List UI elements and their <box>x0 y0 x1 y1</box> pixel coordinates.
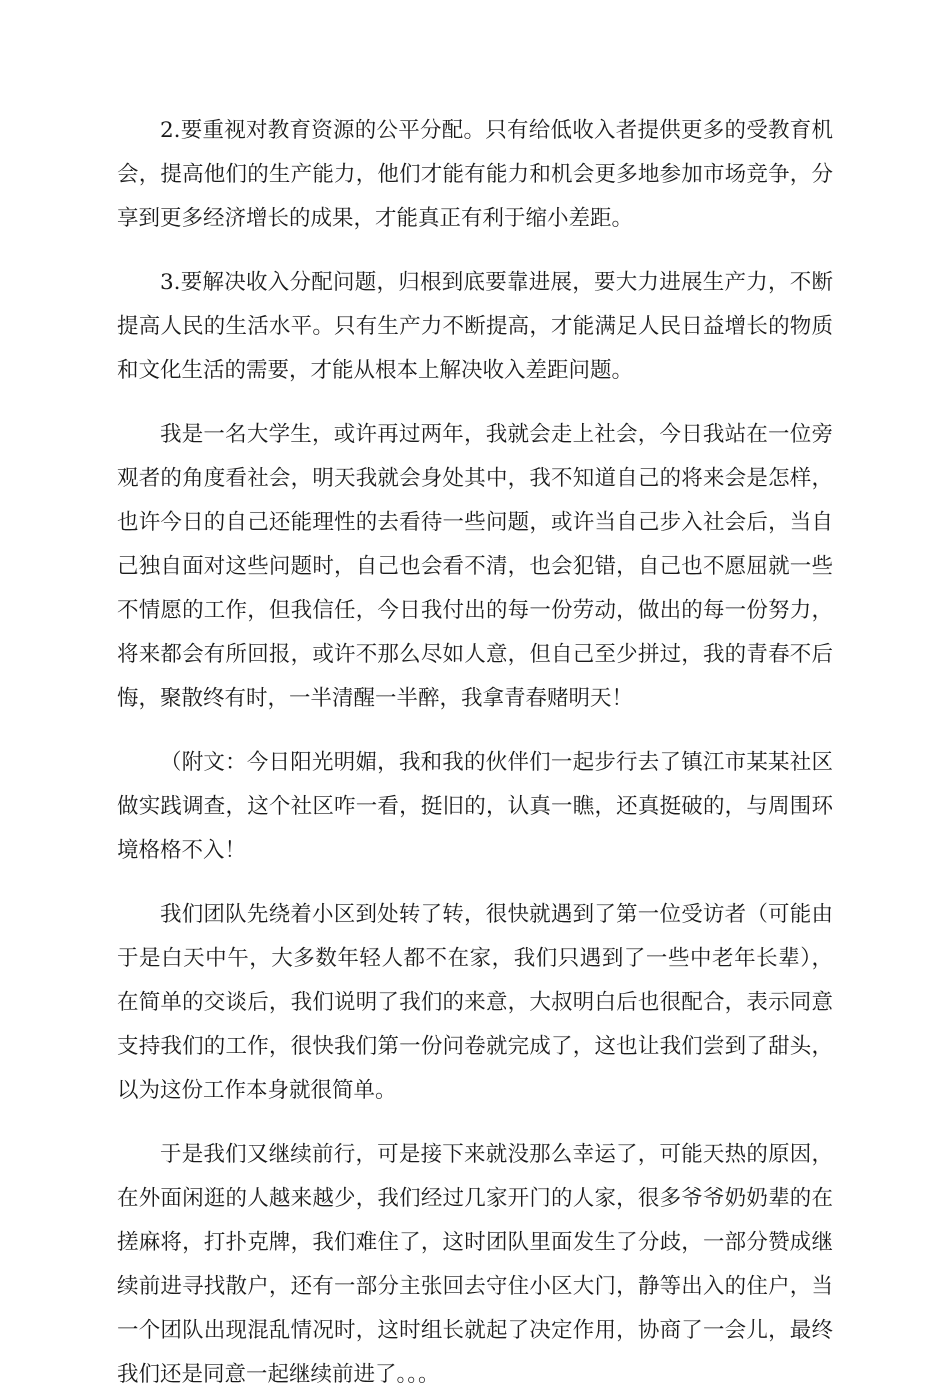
paragraph-team-decision: 于是我们又继续前行，可是接下来就没那么幸运了，可能天热的原因，在外面闲逛的人越来越少，我们经过几家开门的人家，很多爷爷奶奶辈的在搓麻将，打扑克牌，我们难住了，这时团队里面发生了分歧，一部分赞成继续前进寻找散户，还有一部分主张回去守住小区大门，静等出入的住户，当一个团队出现混乱情况时，这时组长就起了决定作用，协商了一会儿，最终我们还是同意一起继续前进了。。。 <box>117 1142 833 1387</box>
paragraph-student-reflection: 我是一名大学生，或许再过两年，我就会走上社会，今日我站在一位旁观者的角度看社会，明天我就会身处其中，我不知道自己的将来会是怎样，也许今日的自己还能理性的去看待一些问题，或许当自己步入社会后，当自己独自面对这些问题时，自己也会看不清，也会犯错，自己也不愿屈就一些不情愿的工作，但我信任，今日我付出的每一份劳动，做出的每一份努力，将来都会有所回报，或许不那么尽如人意，但自己至少拼过，我的青春不后悔，聚散终有时，一半清醒一半醉，我拿青春赌明天！ <box>117 422 833 711</box>
paragraph-education-resources: 2.要重视对教育资源的公平分配。只有给低收入者提供更多的受教育机会，提高他们的生产能力，他们才能有能力和机会更多地参加市场竞争，分享到更多经济增长的成果，才能真正有利于缩小差距。 <box>117 118 833 231</box>
paragraph-appendix-intro: （附文：今日阳光明媚，我和我的伙伴们一起步行去了镇江市某某社区做实践调查，这个社区咋一看，挺旧的，认真一瞧，还真挺破的，与周围环境格格不入！ <box>117 750 833 863</box>
paragraph-first-interview: 我们团队先绕着小区到处转了转，很快就遇到了第一位受访者（可能由于是白天中午，大多数年轻人都不在家，我们只遇到了一些中老年长辈），在简单的交谈后，我们说明了我们的来意，大叔明白后也很配合，表示同意支持我们的工作，很快我们第一份问卷就完成了，这也让我们尝到了甜头，以为这份工作本身就很简单。 <box>117 902 833 1103</box>
paragraph-income-distribution: 3.要解决收入分配问题，归根到底要靠进展，要大力进展生产力，不断提高人民的生活水平。只有生产力不断提高，才能满足人民日益增长的物质和文化生活的需要，才能从根本上解决收入差距问题。 <box>117 270 833 383</box>
document-body <box>117 109 833 1397</box>
